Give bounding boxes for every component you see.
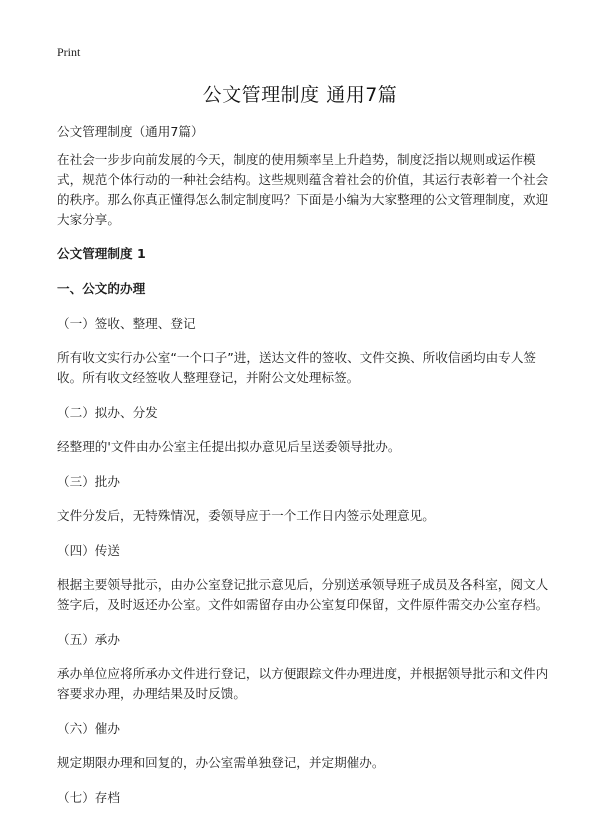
item-heading: （二）拟办、分发 xyxy=(57,405,158,420)
print-label: Print xyxy=(57,45,81,59)
item-paragraph: 承办单位应将所承办文件进行登记，以方便跟踪文件办理进度，并根据领导批示和文件内容要求办理，办理结果及时反馈。 xyxy=(57,666,549,701)
item-heading: （七）存档 xyxy=(57,790,120,805)
item-paragraph: 规定期限办理和回复的，办公室需单独登记，并定期催办。 xyxy=(57,755,385,770)
item-heading: （三）批办 xyxy=(57,474,120,489)
item-paragraph: 经整理的'文件由办公室主任提出拟办意见后呈送委领导批办。 xyxy=(57,439,401,454)
item-paragraph: 根据主要领导批示，由办公室登记批示意见后，分别送承领导班子成员及各科室，阅文人签字后，及时返还办公室。文件如需留存由办公室复印保留，文件原件需交办公室存档。 xyxy=(57,577,549,612)
item-heading: （一）签收、整理、登记 xyxy=(57,316,196,331)
document-subtitle: 公文管理制度（通用7篇） xyxy=(57,124,204,139)
section-heading: 公文管理制度 1 xyxy=(57,246,146,261)
item-heading: （四）传送 xyxy=(57,543,120,558)
document-title: 公文管理制度 通用7篇 xyxy=(202,84,398,106)
item-heading: （五）承办 xyxy=(57,632,120,647)
part-heading: 一、公文的办理 xyxy=(57,281,146,296)
intro-paragraph: 在社会一步步向前发展的今天，制度的使用频率呈上升趋势，制度泛指以规则或运作模式，规范个体行动的一种社会结构。这些规则蕴含着社会的价值，其运行表彰着一个社会的秩序。那么你真正懂得怎么制定制度吗？下面是小编为大家整理的公文管理制度，欢迎大家分享。 xyxy=(57,152,549,227)
item-paragraph: 所有收文实行办公室“一个口子”进，送达文件的签收、文件交换、所收信函均由专人签收。所有收文经签收人整理登记，并附公文处理标签。 xyxy=(57,350,537,385)
item-heading: （六）催办 xyxy=(57,721,120,736)
item-paragraph: 文件分发后，无特殊情况，委领导应于一个工作日内签示处理意见。 xyxy=(57,508,435,523)
document-body xyxy=(57,122,549,822)
